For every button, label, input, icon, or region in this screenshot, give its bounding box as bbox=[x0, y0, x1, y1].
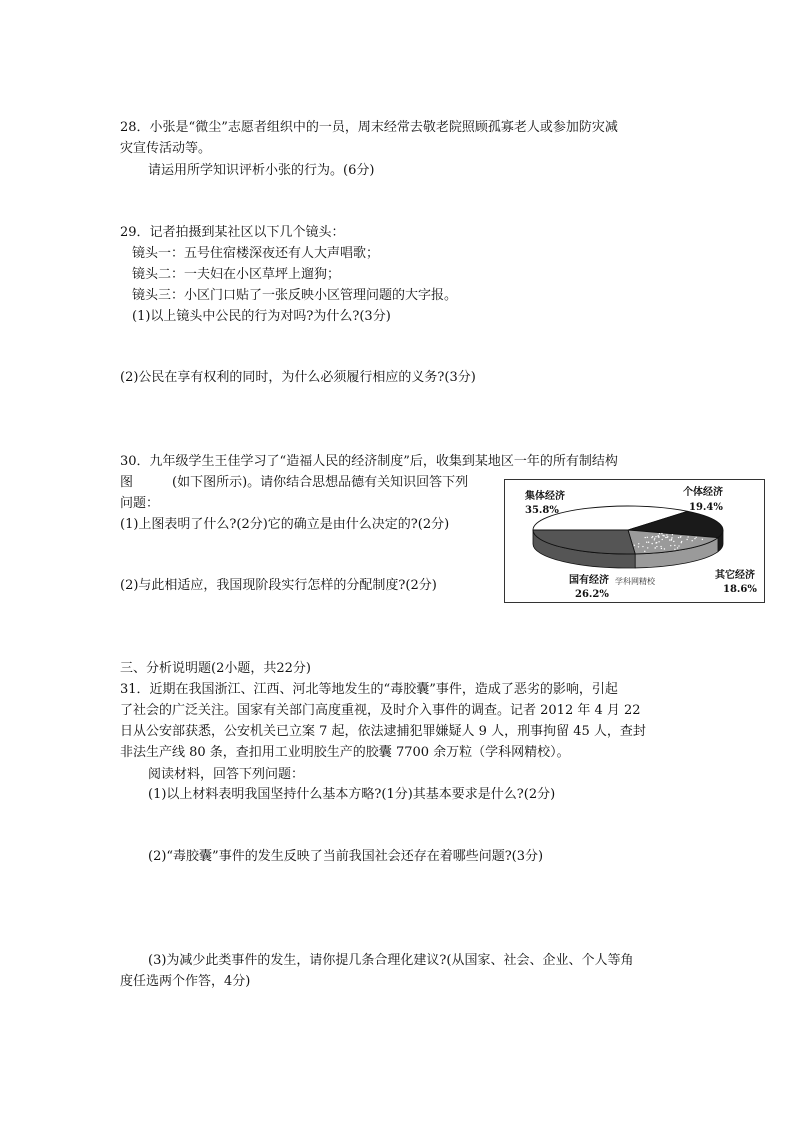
slice-value-collective: 35.8% bbox=[525, 505, 559, 516]
q31-sub1: (1)以上材料表明我国坚持什么基本方略?(1分)其基本要求是什么?(2分) bbox=[148, 787, 556, 802]
pie-texture-dot bbox=[671, 539, 672, 540]
slice-value-individual: 19.4% bbox=[689, 502, 723, 513]
pie-texture-dot bbox=[687, 536, 688, 537]
pie-texture-dot bbox=[665, 537, 666, 538]
q29-shot1: 镜头一：五号住宿楼深夜还有人大声唱歌； bbox=[132, 246, 380, 261]
pie-texture-dot bbox=[638, 546, 639, 547]
chart-watermark: 学科网精校 bbox=[615, 577, 655, 586]
pie-texture-dot bbox=[642, 546, 643, 547]
pie-texture-dot bbox=[667, 537, 668, 538]
pie-texture-dot bbox=[654, 538, 655, 539]
pie-texture-dot bbox=[673, 541, 674, 542]
pie-texture-dot bbox=[662, 539, 663, 540]
q31-text-line1: 31．近期在我国浙江、江西、河北等地发生的“毒胶囊”事件，造成了恶劣的影响，引起 bbox=[120, 682, 618, 697]
pie-texture-dot bbox=[658, 537, 659, 538]
pie-texture-dot bbox=[672, 534, 673, 535]
pie-texture-dot bbox=[678, 545, 679, 546]
q31-text-line3: 日从公安部获悉，公安机关已立案 7 起，依法逮捕犯罪嫌疑人 9 人，刑事拘留 45 人，查封 bbox=[120, 724, 646, 739]
pie-texture-dot bbox=[655, 536, 656, 537]
slice-label-individual: 个体经济 bbox=[683, 487, 723, 498]
pie-texture-dot bbox=[678, 537, 679, 538]
q30-text-line3: 问题： bbox=[120, 496, 160, 511]
section3-heading: 三、分析说明题(2小题，共22分) bbox=[120, 661, 311, 676]
pie-texture-dot bbox=[654, 539, 655, 540]
q29-shot3: 镜头三：小区门口贴了一张反映小区管理问题的大字报。 bbox=[132, 288, 458, 303]
pie-texture-dot bbox=[702, 539, 703, 540]
pie-texture-dot bbox=[638, 543, 639, 544]
pie-texture-dot bbox=[655, 547, 656, 548]
q31-sub3-line2: 度任选两个作答，4分) bbox=[120, 974, 251, 989]
q31-text-line2: 了社会的广泛关注。国家有关部门高度重视，及时介入事件的调查。记者 2012 年 4 月 22 bbox=[120, 703, 641, 718]
ownership-pie-chart bbox=[504, 479, 765, 603]
pie-texture-dot bbox=[661, 533, 662, 534]
q31-sub3-line1: (3)为减少此类事件的发生，请你提几条合理化建议?(从国家、社会、企业、个人等角 bbox=[148, 953, 634, 968]
pie-texture-dot bbox=[664, 548, 665, 549]
slice-label-collective: 集体经济 bbox=[525, 491, 565, 502]
pie-texture-dot bbox=[674, 545, 675, 546]
q30-text-line1: 30．九年级学生王佳学习了“造福人民的经济制度”后，收集到某地区一年的所有制结构 bbox=[120, 454, 618, 469]
q31-prompt: 阅读材料，回答下列问题： bbox=[148, 767, 305, 782]
pie-texture-dot bbox=[645, 537, 646, 538]
pie-texture-dot bbox=[660, 546, 661, 547]
pie-texture-dot bbox=[670, 545, 671, 546]
pie-texture-dot bbox=[646, 542, 647, 543]
pie-texture-dot bbox=[655, 542, 656, 543]
pie-texture-dot bbox=[680, 536, 681, 537]
pie-texture-dot bbox=[647, 547, 648, 548]
pie-texture-dot bbox=[651, 543, 652, 544]
pie-texture-dot bbox=[666, 534, 667, 535]
pie-texture-dot bbox=[658, 541, 659, 542]
q30-text-line2b: (如下图所示)。请你结合思想品德有关知识回答下列 bbox=[172, 475, 469, 490]
q29-shot2: 镜头二：一夫妇在小区草坪上遛狗； bbox=[132, 267, 341, 282]
pie-texture-dot bbox=[634, 545, 635, 546]
pie-texture-dot bbox=[674, 549, 675, 550]
q29-sub1: (1)以上镜头中公民的行为对吗?为什么?(3分) bbox=[132, 309, 391, 324]
q28-text-line2: 灾宣传活动等。 bbox=[120, 141, 212, 156]
q30-sub2: (2)与此相适应，我国现阶段实行怎样的分配制度?(2分) bbox=[120, 578, 437, 593]
q28-text-line1: 28．小张是“微尘”志愿者组织中的一员，周末经常去敬老院照顾孤寡老人或参加防灾减 bbox=[120, 120, 618, 135]
pie-texture-dot bbox=[686, 539, 687, 540]
pie-texture-dot bbox=[663, 535, 664, 536]
slice-label-state: 国有经济 bbox=[569, 575, 609, 586]
q31-text-line4: 非法生产线 80 条，查扣用工业明胶生产的胶囊 7700 余万粒（学科网精校）。 bbox=[120, 745, 570, 760]
pie-texture-dot bbox=[659, 533, 660, 534]
slice-value-other: 18.6% bbox=[723, 584, 757, 595]
slice-value-state: 26.2% bbox=[575, 589, 609, 600]
pie-texture-dot bbox=[669, 539, 670, 540]
q29-sub2: (2)公民在享有权利的同时，为什么必须履行相应的义务?(3分) bbox=[120, 370, 476, 385]
q30-text-line2a: 图 bbox=[120, 475, 134, 490]
pie-texture-dot bbox=[694, 538, 695, 539]
q30-sub1: (1)上图表明了什么?(2分)它的确立是由什么决定的?(2分) bbox=[120, 517, 450, 532]
slice-label-other: 其它经济 bbox=[715, 570, 755, 581]
pie-texture-dot bbox=[671, 537, 672, 538]
q31-sub2: (2)“毒胶囊”事件的发生反映了当前我国社会还存在着哪些问题?(3分) bbox=[148, 849, 544, 864]
q29-intro: 29．记者拍摄到某社区以下几个镜头： bbox=[120, 225, 345, 240]
pie-texture-dot bbox=[658, 535, 659, 536]
pie-texture-dot bbox=[656, 546, 657, 547]
pie-texture-dot bbox=[661, 548, 662, 549]
pie-texture-dot bbox=[677, 547, 678, 548]
q28-prompt: 请运用所学知识评析小张的行为。(6分) bbox=[148, 163, 375, 178]
pie-texture-dot bbox=[644, 551, 645, 552]
pie-texture-dot bbox=[648, 542, 649, 543]
pie-texture-dot bbox=[695, 537, 696, 538]
pie-texture-dot bbox=[691, 540, 692, 541]
pie-texture-dot bbox=[647, 537, 648, 538]
pie-texture-dot bbox=[651, 537, 652, 538]
pie-texture-dot bbox=[681, 541, 682, 542]
